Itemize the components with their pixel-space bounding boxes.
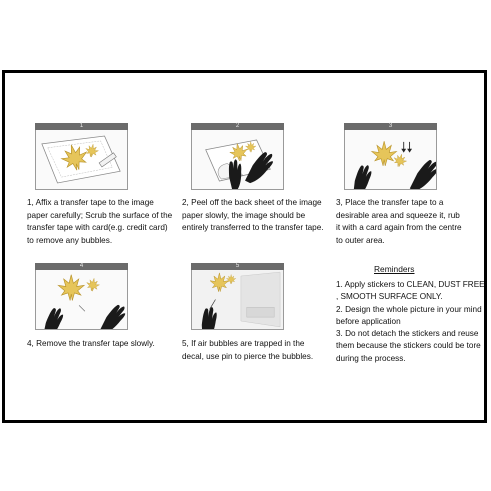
reminder-line: them because the stickers could be tore bbox=[336, 341, 481, 351]
reminder-line: before application bbox=[336, 316, 401, 326]
step-1-panel bbox=[35, 123, 128, 190]
step-1-text bbox=[27, 197, 177, 247]
step-2-panel bbox=[191, 123, 284, 190]
step-1-image bbox=[36, 130, 127, 189]
step-2-image bbox=[192, 130, 283, 189]
step-text-line: to outer area. bbox=[336, 235, 385, 245]
step-number: 5 bbox=[191, 263, 284, 270]
reminders-title: Reminders bbox=[374, 264, 415, 274]
step-5-illustration bbox=[191, 270, 284, 330]
reminder-line: 1. Apply stickers to CLEAN, DUST FREE bbox=[336, 280, 485, 289]
step-4-text bbox=[27, 338, 177, 351]
step-4-image bbox=[36, 270, 127, 329]
maple-leaf-icon bbox=[372, 141, 397, 166]
step-text-line: transfer tape with card(e.g. credit card) bbox=[27, 223, 168, 233]
step-text-line: to remove any bubbles. bbox=[27, 235, 113, 245]
step-text-line: entirely transferred to the transfer tape. bbox=[182, 223, 324, 233]
step-2-illustration bbox=[191, 130, 284, 190]
arrow-down-icon bbox=[401, 142, 412, 153]
step-number: 4 bbox=[35, 263, 128, 270]
step-5-text bbox=[182, 338, 332, 363]
instructions-frame bbox=[2, 70, 487, 423]
step-1-illustration bbox=[35, 130, 128, 190]
step-2-text bbox=[182, 197, 332, 235]
step-number: 2 bbox=[191, 123, 284, 130]
step-text-line: 4, Remove the transfer tape slowly. bbox=[27, 339, 155, 348]
step-3-text bbox=[336, 197, 486, 247]
step-number: 1 bbox=[35, 123, 128, 130]
step-4-illustration bbox=[35, 270, 128, 330]
step-text-line: 5, If air bubbles are trapped in the bbox=[182, 339, 305, 348]
step-text-line: 2, Peel off the back sheet of the image bbox=[182, 198, 322, 207]
hand-icon bbox=[345, 163, 378, 189]
step-text-line: it with a card again from the centre bbox=[336, 223, 462, 233]
maple-leaf-icon bbox=[85, 277, 100, 292]
step-text-line: desirable area and squeeze it, rub bbox=[336, 210, 460, 220]
hand-icon bbox=[410, 160, 436, 189]
maple-leaf-icon bbox=[58, 275, 84, 301]
instructions-sheet bbox=[5, 73, 484, 420]
reminders-list bbox=[336, 279, 486, 365]
step-5-panel bbox=[191, 263, 284, 330]
step-text-line: paper slowly, the image should be bbox=[182, 210, 306, 220]
peeled-tape bbox=[79, 305, 85, 311]
reminder-line: 3. Do not detach the stickers and reuse bbox=[336, 329, 479, 339]
sofa bbox=[247, 307, 274, 317]
reminder-line: , SMOOTH SURFACE ONLY. bbox=[336, 292, 443, 302]
step-text-line: paper carefully; Scrub the surface of the bbox=[27, 210, 173, 220]
step-5-image bbox=[192, 270, 283, 329]
step-text-line: 3, Place the transfer tape to a bbox=[336, 198, 444, 207]
step-3-panel bbox=[344, 123, 437, 190]
hand-icon bbox=[36, 306, 68, 329]
reminder-line: 2. Design the whole picture in your mind bbox=[336, 304, 482, 314]
hand-icon bbox=[99, 305, 125, 329]
step-4-panel bbox=[35, 263, 128, 330]
reminder-line: during the process. bbox=[336, 353, 406, 363]
maple-leaf-icon bbox=[392, 153, 408, 169]
step-text-line: 1, Affix a transfer tape to the image bbox=[27, 198, 154, 207]
step-text-line: decal, use pin to pierce the bubbles. bbox=[182, 351, 314, 361]
step-3-illustration bbox=[344, 130, 437, 190]
step-number: 3 bbox=[344, 123, 437, 130]
step-3-image bbox=[345, 130, 436, 189]
room-wall bbox=[241, 272, 280, 327]
